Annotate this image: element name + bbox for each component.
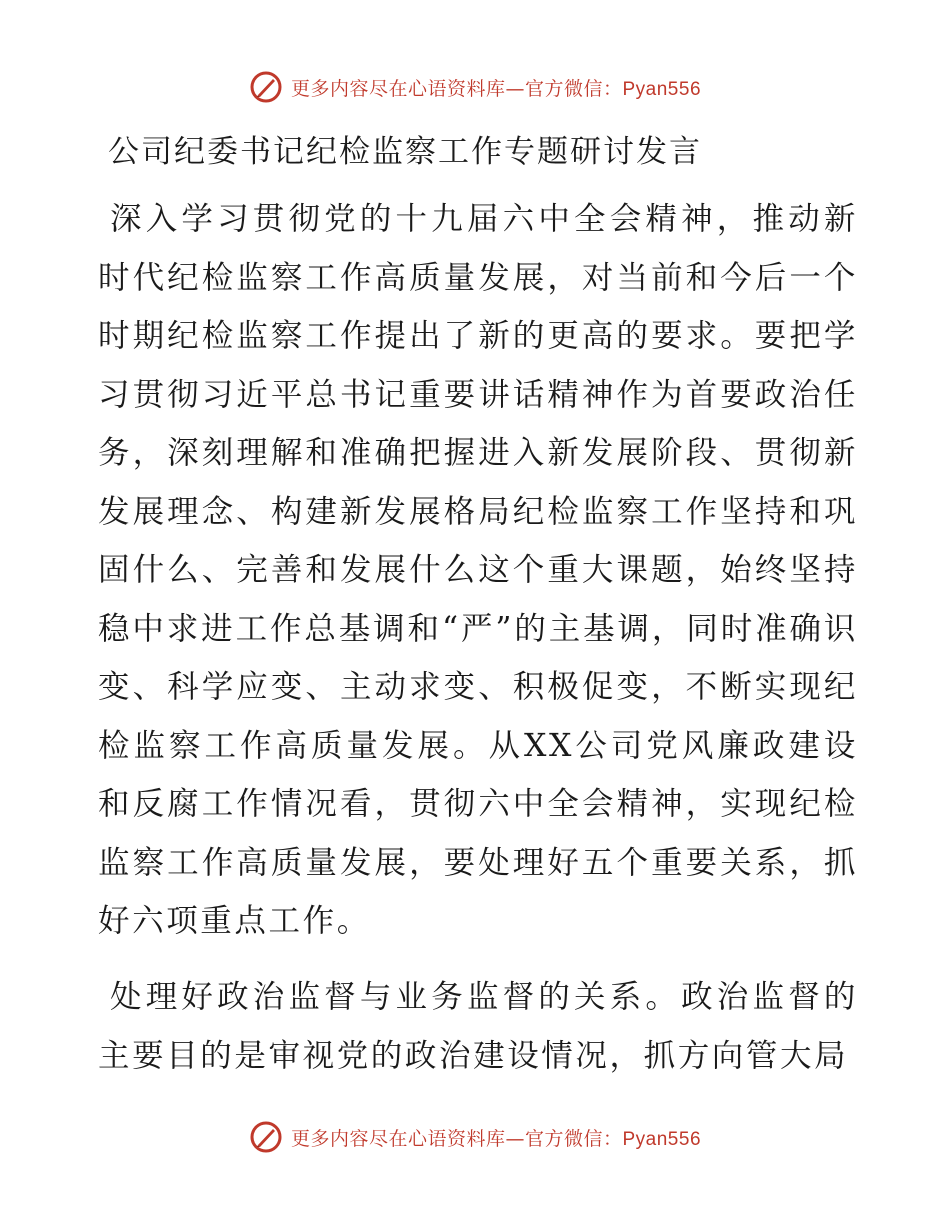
watermark-text: 更多内容尽在心语资料库—官方微信：Pyan556 xyxy=(290,1127,702,1150)
watermark-handle: Pyan556 xyxy=(622,78,702,100)
quill-logo-icon xyxy=(249,70,283,104)
watermark-banner-bottom xyxy=(0,1120,950,1154)
watermark-text: 更多内容尽在心语资料库—官方微信：Pyan556 xyxy=(290,77,702,100)
document-title: 公司纪委书记纪检监察工作专题研讨发言 xyxy=(108,134,702,170)
watermark-handle: Pyan556 xyxy=(622,1128,702,1150)
body-paragraph-1: 深入学习贯彻党的十九届六中全会精神，推动新时代纪检监察工作高质量发展，对当前和今后一个时期纪检监察工作提出了新的更高的要求。要把学习贯彻习近平总书记重要讲话精神作为首要政治任务，深刻理解和准确把握进入新发展阶段、贯彻新发展理念、构建新发展格局纪检监察工作坚持和巩固什么、完善和发展什么这个重大课题，始终坚持稳中求进工作总基调和“严”的主基调，同时准确识变、科学应变、主动求变、积极促变，不断实现纪检监察工作高质量发展。从XX公司党风廉政建设和反腐工作情况看，贯彻六中全会精神，实现纪检监察工作高质量发展，要处理好五个重要关系，抓好六项重点工作。 xyxy=(98,201,858,939)
watermark-banner-top xyxy=(0,70,950,104)
body-paragraph-2: 处理好政治监督与业务监督的关系。政治监督的主要目的是审视党的政治建设情况，抓方向管大局 xyxy=(98,979,858,1074)
quill-logo-icon xyxy=(249,1120,283,1154)
